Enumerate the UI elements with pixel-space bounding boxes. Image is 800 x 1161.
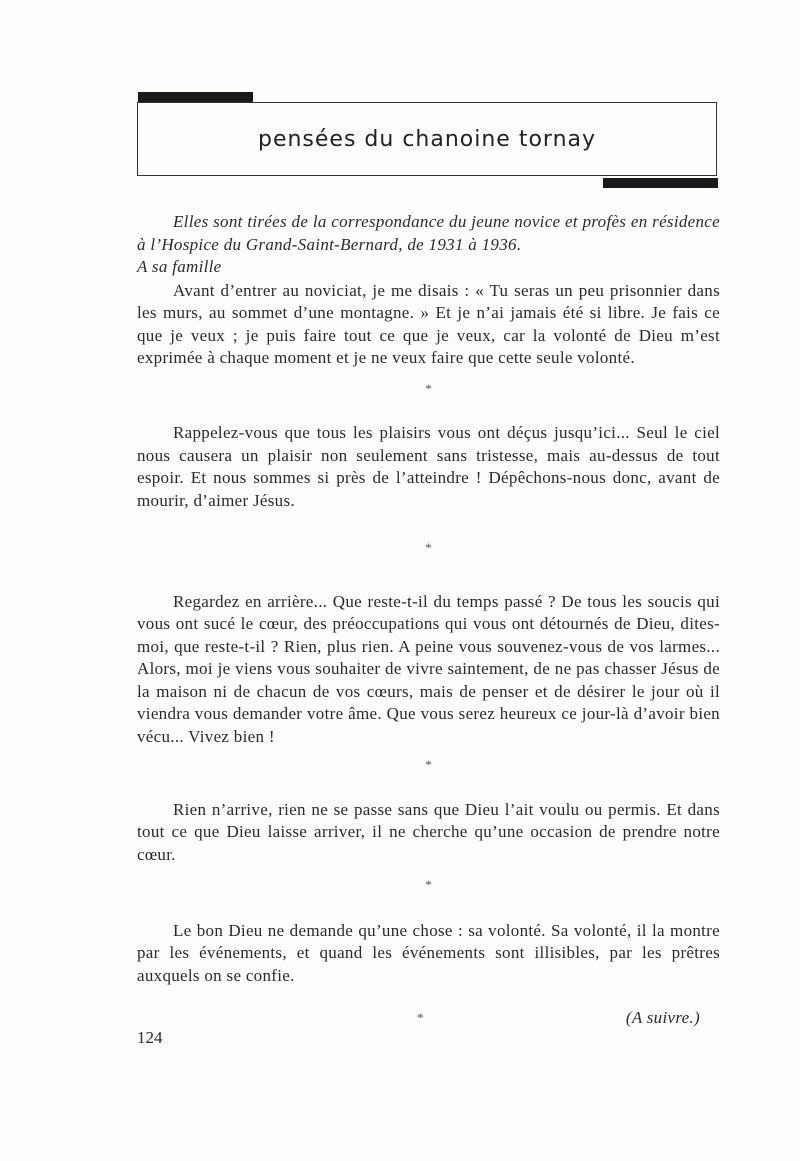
closing-line bbox=[137, 1007, 720, 1031]
page-title: pensées du chanoine tornay bbox=[257, 126, 597, 152]
recipient-heading: A sa famille bbox=[137, 257, 222, 276]
to-be-continued: (A suivre.) bbox=[625, 1008, 700, 1027]
article-body bbox=[137, 211, 720, 1031]
header-rule-bottom bbox=[603, 178, 718, 188]
separator-asterisk: * bbox=[425, 540, 432, 555]
paragraph-2: Rappelez-vous que tous les plaisirs vous ont déçus jusqu’ici... Seul le ciel nous causera un plaisir non seulement sans tristesse, mais au-dessus de tout espoir. Et nous sommes si près de l’atteindre ! Dépêchons-nous donc, avant de mourir, d’aimer Jésus. bbox=[137, 423, 720, 510]
header-rule-top bbox=[138, 92, 253, 102]
separator-asterisk: * bbox=[417, 1010, 424, 1025]
intro-text: Elles sont tirées de la correspondance du jeune novice et profès en résidence à l’Hospice du Grand-Saint-Bernard, de 1931 à 1936. bbox=[137, 212, 720, 254]
title-frame bbox=[137, 102, 717, 176]
paragraph-5: Le bon Dieu ne demande qu’une chose : sa volonté. Sa volonté, il la montre par les événements, et quand les événements sont illisibles, par les prêtres auxquels on se confie. bbox=[137, 920, 720, 985]
paragraph-1: Avant d’entrer au noviciat, je me disais : « Tu seras un peu prisonnier dans les murs, au sommet d’une montagne. » Et je n’ai jamais été si libre. Je fais ce que je veux ; je puis faire tout ce que je veux, car la volonté de Dieu m’est exprimée à chaque moment et je ne veux faire que cette seule volonté. bbox=[137, 280, 720, 367]
paragraph-3: Regardez en arrière... Que reste-t-il du temps passé ? De tous les soucis qui vous ont sucé le cœur, des préoccupations qui vous ont détournés de Dieu, dites-moi, que reste-t-il ? Rien, plus rien. A peine vous souvenez-vous de vos larmes... Alors, moi je viens vous souhaiter de vivre saintement, de ne pas chasser Jésus de la maison ni de chacun de vos cœurs, mais de penser et de désirer le jour où il viendra vous demander votre âme. Que vous serez heureux ce jour-là d’avoir bien vécu... Vivez bien ! bbox=[137, 591, 720, 746]
page-number: 124 bbox=[137, 1028, 163, 1047]
paragraph-4: Rien n’arrive, rien ne se passe sans que Dieu l’ait voulu ou permis. Et dans tout ce que Dieu laisse arriver, il ne cherche qu’une occasion de prendre notre cœur. bbox=[137, 799, 720, 864]
separator-asterisk: * bbox=[425, 380, 432, 396]
separator-asterisk: * bbox=[425, 757, 432, 772]
separator-asterisk: * bbox=[425, 877, 432, 892]
